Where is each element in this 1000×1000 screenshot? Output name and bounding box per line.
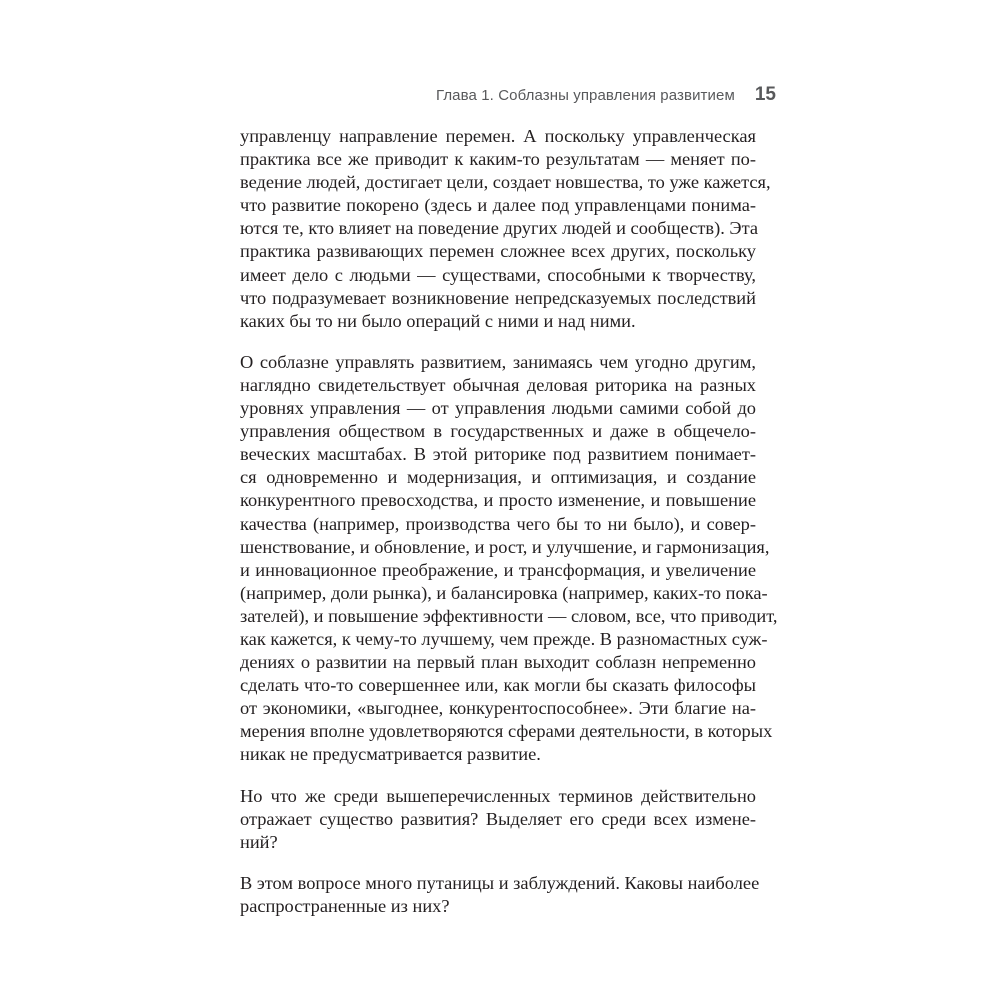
text-line: от экономики, «выгоднее, конкурентоспособнее». Эти благие на- bbox=[240, 698, 756, 719]
paragraph-3 bbox=[240, 785, 756, 854]
text-line: и инновационное преображение, и трансформация, и увеличение bbox=[240, 559, 756, 580]
text-line: конкурентного превосходства, и просто изменение, и повышение bbox=[240, 490, 756, 511]
text-line: О соблазне управлять развитием, занимаясь чем угодно другим, bbox=[240, 351, 756, 372]
text-line: никак не предусматривается развитие. bbox=[240, 744, 541, 765]
text-line: как кажется, к чему-то лучшему, чем прежде. В разномастных суж- bbox=[240, 628, 768, 649]
text-line: практика все же приводит к каким-то результатам — меняет по- bbox=[240, 149, 756, 170]
text-line: Но что же среди вышеперечисленных терминов действительно bbox=[240, 785, 756, 806]
running-header bbox=[240, 84, 776, 108]
text-line: ются те, кто влияет на поведение других людей и сообществ). Эта bbox=[240, 218, 758, 239]
text-line: веческих масштабах. В этой риторике под развитием понимает- bbox=[240, 444, 756, 465]
text-line: наглядно свидетельствует обычная деловая риторика на разных bbox=[240, 374, 756, 395]
text-line: каких бы то ни было операций с ними и над ними. bbox=[240, 310, 636, 331]
paragraph-4 bbox=[240, 872, 760, 918]
text-line: распространенные из них? bbox=[240, 895, 450, 916]
text-line: отражает существо развития? Выделяет его среди всех измене- bbox=[240, 808, 756, 829]
body-text bbox=[240, 125, 778, 936]
text-line: что развитие покорено (здесь и далее под управленцами понима- bbox=[240, 195, 756, 216]
paragraph-2 bbox=[240, 351, 778, 767]
text-line: мерения вполне удовлетворяются сферами деятельности, в которых bbox=[240, 721, 773, 742]
paragraph-1 bbox=[240, 125, 771, 333]
text-line: управления обществом в государственных и даже в общечело- bbox=[240, 421, 756, 442]
text-line: дениях о развитии на первый план выходит соблазн непременно bbox=[240, 652, 756, 673]
page-number: 15 bbox=[754, 84, 776, 105]
text-line: ся одновременно и модернизация, и оптимизация, и создание bbox=[240, 467, 756, 488]
text-line: ний? bbox=[240, 831, 278, 852]
chapter-title: Глава 1. Соблазны управления развитием bbox=[435, 87, 735, 104]
text-line: практика развивающих перемен сложнее всех других, поскольку bbox=[240, 241, 756, 262]
text-line: В этом вопросе много путаницы и заблуждений. Каковы наиболее bbox=[240, 872, 760, 893]
text-line: управленцу направление перемен. А поскольку управленческая bbox=[240, 126, 756, 146]
text-line: шенствование, и обновление, и рост, и улучшение, и гармонизация, bbox=[240, 536, 770, 557]
text-line: что подразумевает возникновение непредсказуемых последствий bbox=[240, 287, 756, 308]
text-line: качества (например, производства чего бы то ни было), и совер- bbox=[240, 513, 756, 534]
text-line: сделать что-то совершеннее или, как могли бы сказать философы bbox=[240, 675, 756, 696]
text-line: ведение людей, достигает цели, создает новшества, то уже кажется, bbox=[240, 172, 771, 193]
text-line: уровнях управления — от управления людьми самими собой до bbox=[240, 398, 756, 419]
text-line: (например, доли рынка), и балансировка (например, каких-то пока- bbox=[240, 582, 768, 603]
text-line: зателей), и повышение эффективности — словом, все, что приводит, bbox=[240, 605, 778, 626]
text-line: имеет дело с людьми — существами, способными к творчеству, bbox=[240, 264, 756, 285]
